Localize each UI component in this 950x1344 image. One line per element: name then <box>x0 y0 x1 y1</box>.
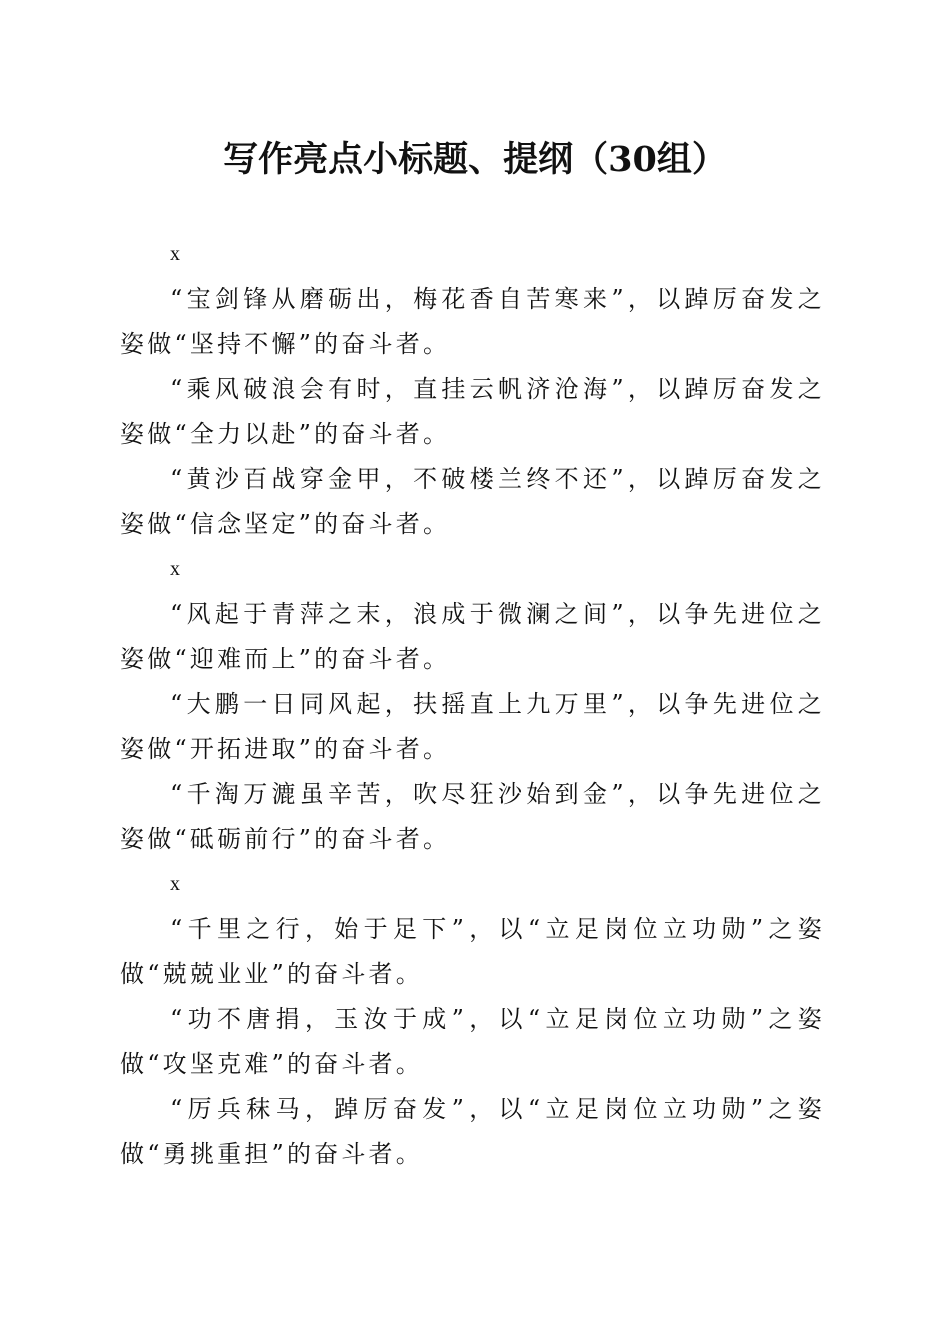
outline-item: “黄沙百战穿金甲，不破楼兰终不还”，以踔厉奋发之姿做“信念坚定”的奋斗者。 <box>120 465 825 538</box>
outline-group-3 <box>120 862 825 1177</box>
outline-group-1 <box>120 232 825 547</box>
document-body <box>120 232 825 1177</box>
outline-item: “功不唐捐，玉汝于成”，以“立足岗位立功勋”之姿做“攻坚克难”的奋斗者。 <box>120 1005 825 1078</box>
outline-item: “大鹏一日同风起，扶摇直上九万里”，以争先进位之姿做“开拓进取”的奋斗者。 <box>120 690 825 763</box>
outline-item: “风起于青萍之末，浪成于微澜之间”，以争先进位之姿做“迎难而上”的奋斗者。 <box>120 600 825 673</box>
group-marker: x <box>170 243 180 265</box>
group-marker: x <box>170 558 180 580</box>
group-marker: x <box>170 873 180 895</box>
outline-group-2 <box>120 547 825 862</box>
outline-item: “千里之行，始于足下”，以“立足岗位立功勋”之姿做“兢兢业业”的奋斗者。 <box>120 915 825 988</box>
outline-item: “乘风破浪会有时，直挂云帆济沧海”，以踔厉奋发之姿做“全力以赴”的奋斗者。 <box>120 375 825 448</box>
outline-item: “厉兵秣马，踔厉奋发”，以“立足岗位立功勋”之姿做“勇挑重担”的奋斗者。 <box>120 1095 825 1168</box>
outline-item: “千淘万漉虽辛苦，吹尽狂沙始到金”，以争先进位之姿做“砥砺前行”的奋斗者。 <box>120 780 825 853</box>
page-title: 写作亮点小标题、提纲（30组） <box>223 139 727 180</box>
outline-item: “宝剑锋从磨砺出，梅花香自苦寒来”，以踔厉奋发之姿做“坚持不懈”的奋斗者。 <box>120 285 825 358</box>
